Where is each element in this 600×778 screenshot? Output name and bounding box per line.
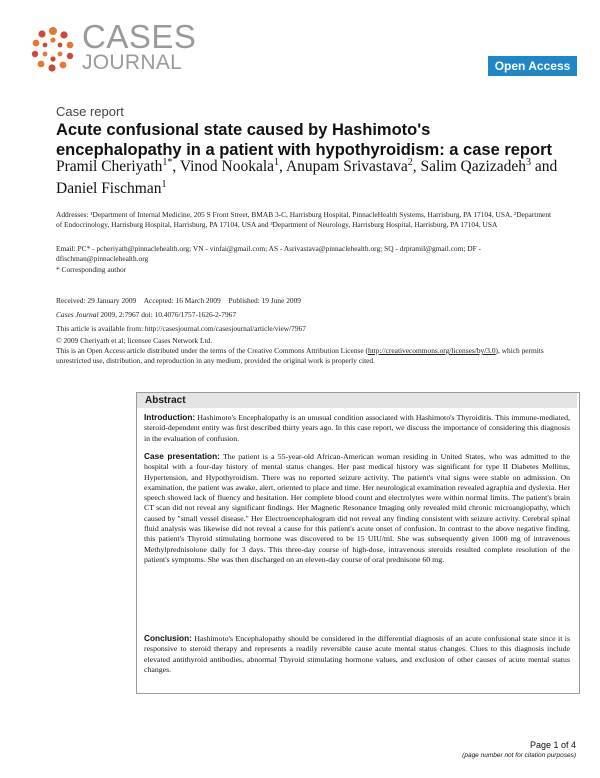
- author-addresses: Addresses: ¹Department of Internal Medicine, 205 S Front Street, BMAB 3-C, Harrisburg Hospital, PinnacleHealth Systems, Harrisburg, PA 17104, USA, ²Department of Endocrinology, Harrisburg Hospital, Harrisburg, PA 17104, USA and ³Department of Neurology, Harrisburg Hospital, Harrisburg, PA 17104, USA: [56, 210, 552, 229]
- abstract-conclusion: [144, 633, 570, 675]
- published-date: Published: 19 June 2009: [228, 296, 302, 305]
- article-title: Acute confusional state caused by Hashimoto's encephalopathy in a patient with hypothyroidism: a case report: [56, 121, 553, 159]
- citation-journal: Cases Journal: [56, 310, 99, 319]
- abstract-introduction: [144, 412, 570, 444]
- cases-journal-logo-mark-icon: [28, 24, 78, 74]
- author-name: Pramil Cheriyath: [56, 158, 163, 176]
- journal-name-line1: CASES: [82, 18, 197, 55]
- author-affiliation-sup: 1*: [162, 157, 173, 168]
- citation-details: 2009, 2:7967 doi: 10.4076/1757-1626-2-7967: [98, 310, 237, 319]
- license-link[interactable]: http://creativecommons.org/licenses/by/3.0: [367, 346, 496, 355]
- page-number: Page 1 of 4: [529, 740, 576, 750]
- author-affiliation-sup: 3: [525, 157, 531, 168]
- abstract-section-label: Introduction:: [144, 412, 196, 422]
- abstract-heading: Abstract: [137, 393, 577, 408]
- citation: [56, 310, 556, 320]
- abstract-section-text: The patient is a 55-year-old African-American woman residing in United States, who was admitted to the hospital with a four-day history of mental status changes. Her past medical history was significant for type II Diabetes Mellitus, Hypertension, and Hypothyroidism. There was no reported seizure activity. The patient's vital signs were stable on admission. On examination, the patient was awake, alert, oriented to place and time. Her neurological examination revealed agraphia and dyslexia. Her speech showed lack of fluency and hesitation. Her complete blood count and electrolytes were within normal limits. The patient's brain CT scan did not reveal any significant findings. Her Magnetic Resonance Imaging only revealed mild chronic microangiopathy, which caused by "small vessel disease." Her Electroencephalogram did not reveal any finding consistent with seizure activity. Cerebral spinal fluid analysis was likewise did not reveal a cause for this patient's acute onset of confusion. In contrast to the above negative finding, this patient's Thyroid stimulating hormone was discovered to be 15 UIU/ml. She was subsequently given 1000 mg of intravenous Methylprednisolone daily for 3 days. This three-day course of high-dose, intravenous steroids resulted complete resolution of the patient's symptoms. She was then discharged on an eleven-day course of oral prednisone 60 mg.: [144, 452, 571, 564]
- journal-logo: [28, 18, 218, 80]
- journal-name-line2: JOURNAL: [82, 51, 183, 74]
- abstract-section-text: Hashimoto's Encephalopathy is an unusual condition associated with Hashimoto's Thyroiditis. This immune-mediated, steroid-dependent entity was first described thirty years ago. In this case report, we discuss the importance of considering this diagnosis in the evaluation of confusion.: [144, 413, 570, 443]
- abstract-section-label: Case presentation:: [144, 451, 220, 461]
- abstract-case-presentation: [144, 451, 570, 565]
- article-section-label: Case report: [56, 104, 124, 119]
- received-date: Received: 29 January 2009: [56, 296, 137, 305]
- author-affiliation-sup: 2: [407, 157, 413, 168]
- author-list: Pramil Cheriyath$^{1*}$, Vinod Nookala$^1$, Anupam Srivastava$^2$, Salim Qazizadeh$^3$ and Daniel Fischman$^1$: [56, 157, 558, 198]
- page-number-note: (page number not for citation purposes): [462, 752, 576, 759]
- copyright-notice: © 2009 Cheriyath et al; licensee Cases Network Ltd.: [56, 336, 213, 345]
- accepted-date: Accepted: 16 March 2009: [143, 296, 221, 305]
- author-affiliation-sup: 1: [274, 157, 280, 168]
- abstract-section-text: Hashimoto's Encephalopathy should be considered in the differential diagnosis of an acute confusional state since it is responsive to steroid therapy and represents a readily reversible cause acute mental status changes. Clues to this diagnosis include elevated antithyroid antibodies, abnormal Thyroid stimulating hormone values, and exclusion of other causes of acute mental status changes.: [144, 634, 570, 674]
- author-name: Daniel Fischman: [56, 180, 162, 198]
- corresponding-author-note: * Corresponding author: [56, 265, 127, 274]
- abstract-section-label: Conclusion:: [144, 633, 192, 643]
- license-notice: [56, 346, 556, 366]
- open-access-badge: Open Access: [488, 56, 577, 76]
- license-text-post: ), which permits unrestricted use, distribution, and reproduction in any medium, provided the original work is properly cited.: [56, 346, 544, 365]
- publication-dates: [56, 296, 556, 306]
- author-emails: Email: PC* - pcheriyath@pinnaclehealth.org; VN - vinfai@gmail.com; AS - Asrivastava@pinnaclehealth.org; SQ - drpramil@gmail.com; DF - dfischman@pinnaclehealth.org: [56, 244, 482, 263]
- author-affiliation-sup: 1: [161, 179, 167, 191]
- license-text-pre: This is an Open Access article distributed under the terms of the Creative Commons Attribution License (: [56, 346, 368, 355]
- author-name: Salim Qazizadeh: [420, 158, 526, 176]
- author-name: Vinod Nookala: [179, 158, 275, 176]
- author-name: Anupam Srivastava: [285, 158, 408, 176]
- article-url[interactable]: This article is available from: http://casesjournal.com/casesjournal/article/view/7967: [56, 324, 306, 333]
